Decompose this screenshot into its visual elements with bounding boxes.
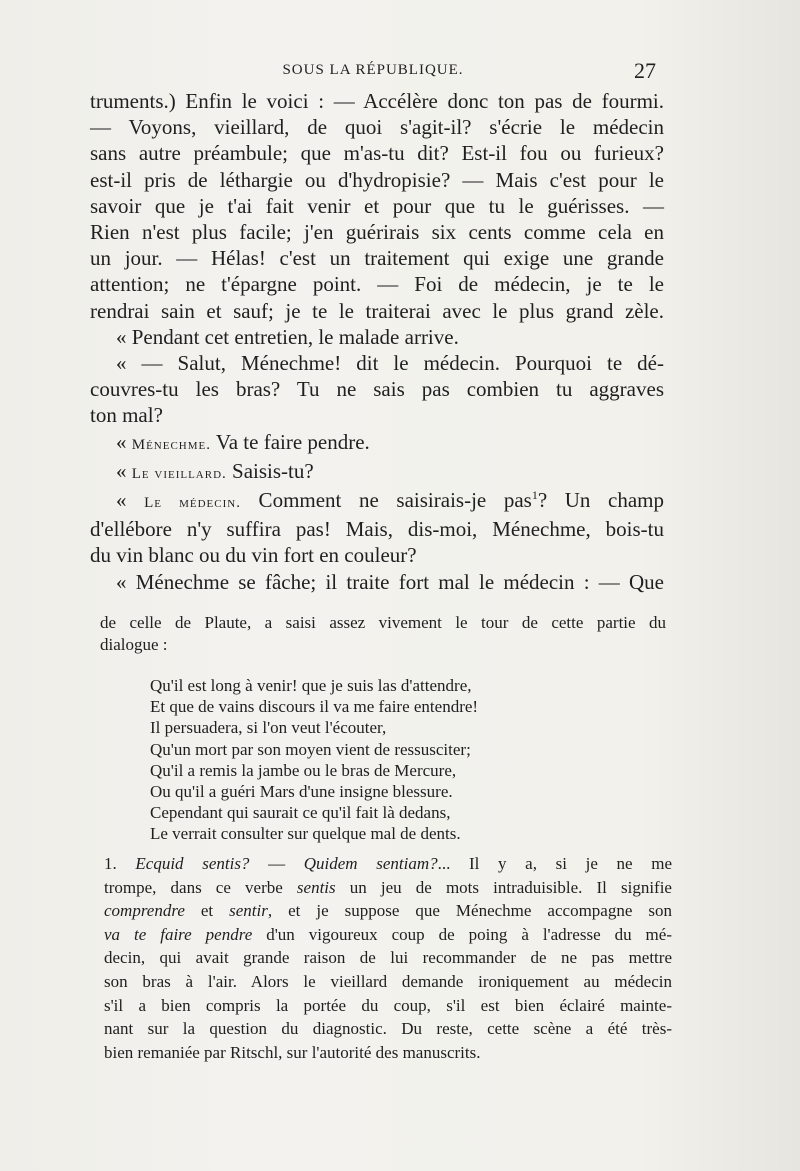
text-line: sans autre préambule; que m'as-tu dit? Est-il fou ou furieux? [90,141,664,166]
latin-quote: Quidem sentiam? [303,854,438,873]
note-continuation [100,612,666,656]
verse-line: Qu'il est long à venir! que je suis las d'attendre, [150,676,472,695]
emphasis: sentis [296,877,336,897]
latin-quote: Ecquid sentis? [135,854,250,873]
verse-line: Qu'il a remis la jambe ou le bras de Mercure, [150,760,457,780]
emphasis: sentir [229,901,268,921]
text-line: du vin blanc ou du vin fort en couleur? [90,543,417,568]
dash: — [249,854,304,873]
text-line: savoir que je t'ai fait venir et pour que tu le guérisses. — [90,193,664,218]
quote-mark: « [116,458,132,483]
verse-line: Et que de vains discours il va me faire entendre! [150,697,479,717]
text-line: truments.) Enfin le voici : — Accélère donc ton pas de fourmi. [90,89,664,113]
text-line: rendrai sain et sauf; je te le traiterai avec le plus grand zèle. [90,298,664,323]
footnote-line: son bras à l'air. Alors le vieillard demande ironiquement au médecin [104,971,672,991]
footnote-line [104,923,672,947]
text-line: ton mal? [90,403,163,428]
page-number: 27 [634,58,656,83]
footnote-line: nant sur la question du diagnostic. Du reste, cette scène a été très- [104,1019,672,1039]
quote-mark: « [116,488,145,513]
text-line: attention; ne t'épargne point. — Foi de médecin, je te le [90,272,664,297]
footnote-reference[interactable]: 1 [531,488,538,503]
text-line: « — Salut, Ménechme! dit le médecin. Pourquoi te dé- [116,351,664,376]
footnote-line: s'il a bien compris la portée du coup, s'il est bien éclairé mainte- [104,995,672,1015]
text-line: — Voyons, vieillard, de quoi s'agit-il? s'écrie le médecin [90,115,664,140]
dialogue-menechme [90,429,664,458]
verse-line: Il persuadera, si l'on veut l'écouter, [150,718,387,738]
footnote-text: et [184,901,230,921]
footnote-line [104,876,672,900]
running-head [90,58,656,88]
footnote-line [104,852,672,876]
verse-line: Qu'un mort par son moyen vient de ressusciter; [150,739,471,759]
footnote-line: decin, qui avait grande raison de lui recommander de ne pas mettre [104,948,672,968]
verse-line: Le verrait consulter sur quelque mal de dents. [150,824,461,844]
footnote-line: bien remaniée par Ritschl, sur l'autorité des manuscrits. [104,1042,481,1062]
quote-mark: « [116,429,132,454]
footnote [104,852,672,1064]
verse-line: Cependant qui saurait ce qu'il fait là dedans, [150,803,451,823]
footnote-text: ... Il y a, si je ne me [437,854,672,873]
footnote-text: un jeu de mots intraduisible. Il signifie [335,877,672,897]
running-title: SOUS LA RÉPUBLIQUE. [282,62,464,78]
emphasis: va te faire pendre [104,924,253,944]
speaker-name: Le vieillard. [131,465,227,482]
verse-line: Ou qu'il a guéri Mars d'une insigne blessure. [150,782,453,802]
text-line: Rien n'est plus facile; j'en guérirais six cents comme cela en [90,220,664,245]
speech: ? Un champ [537,488,664,513]
speech: Va te faire pendre. [211,429,370,454]
footnote-text: trompe, dans ce verbe [104,877,297,897]
speech: Saisis-tu? [226,458,314,483]
footnote-text: d'un vigoureux coup de poing à l'adresse du mé- [252,924,672,944]
verse-quotation [150,675,600,845]
main-text [90,88,664,595]
text-line: d'ellébore n'y suffira pas! Mais, dis-moi, Ménechme, bois-tu [90,517,664,542]
speaker-name: Le médecin. [144,495,241,512]
text-line: un jour. — Hélas! c'est un traitement qui exige une grande [90,246,664,271]
speech: Comment ne saisirais-je pas [240,488,532,513]
text-line: couvres-tu les bras? Tu ne sais pas combien tu aggraves [90,377,664,402]
paragraph-arrive: « Pendant cet entretien, le malade arrive. [116,324,459,349]
speaker-name: Ménechme. [131,436,212,453]
text-line: est-il pris de léthargie ou d'hydropisie? — Mais c'est pour le [90,167,664,192]
dialogue-vieillard [90,458,664,487]
footnote-number: 1. [104,854,117,873]
footnote-text: , et je suppose que Ménechme accompagne son [267,901,672,921]
text-line: de celle de Plaute, a saisi assez vivement le tour de cette partie du [100,613,666,632]
dialogue-medecin [90,487,664,516]
text-line: dialogue : [100,634,168,654]
emphasis: comprendre [104,901,185,921]
footnote-line [104,899,672,923]
paragraph-fache: « Ménechme se fâche; il traite fort mal le médecin : — Que [116,569,664,594]
